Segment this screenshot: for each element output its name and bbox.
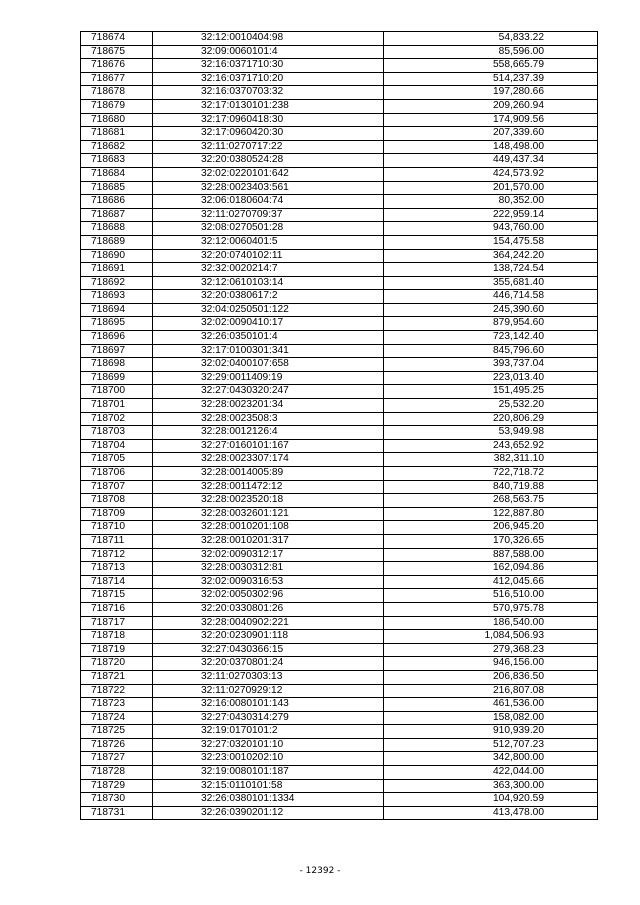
table-row [81, 630, 598, 644]
cell-cadastral-number: 32:11:0270717:22 [153, 140, 384, 154]
cell-cadastral-number: 32:16:0371710:30 [153, 59, 384, 73]
cell-cadastral-number: 32:20:0370801:24 [153, 657, 384, 671]
table-row [81, 684, 598, 698]
table-row [81, 317, 598, 331]
cell-id: 718723 [81, 698, 153, 712]
cell-amount: 186,540.00 [384, 616, 598, 630]
table-row [81, 738, 598, 752]
cell-amount: 413,478.00 [384, 806, 598, 820]
cell-cadastral-number: 32:20:0330801:26 [153, 602, 384, 616]
table-row [81, 303, 598, 317]
cell-amount: 382,311.10 [384, 453, 598, 467]
cell-amount: 279,368.23 [384, 643, 598, 657]
table-row [81, 698, 598, 712]
cell-cadastral-number: 32:08:0270501:28 [153, 222, 384, 236]
cell-id: 718717 [81, 616, 153, 630]
cell-cadastral-number: 32:17:0100301:341 [153, 344, 384, 358]
cell-amount: 514,237.39 [384, 72, 598, 86]
cell-amount: 206,836.50 [384, 670, 598, 684]
cell-id: 718724 [81, 711, 153, 725]
cell-amount: 412,045.66 [384, 575, 598, 589]
cell-cadastral-number: 32:28:0030312:81 [153, 562, 384, 576]
cell-cadastral-number: 32:12:0610103:14 [153, 276, 384, 290]
cell-cadastral-number: 32:28:0014005:89 [153, 467, 384, 481]
cell-cadastral-number: 32:02:0050302:96 [153, 589, 384, 603]
table-row [81, 670, 598, 684]
cell-cadastral-number: 32:28:0032601:121 [153, 507, 384, 521]
cell-id: 718685 [81, 181, 153, 195]
cell-id: 718704 [81, 439, 153, 453]
cell-cadastral-number: 32:27:0160101:167 [153, 439, 384, 453]
cell-id: 718719 [81, 643, 153, 657]
cell-amount: 887,588.00 [384, 548, 598, 562]
cell-amount: 197,280.66 [384, 86, 598, 100]
table-row [81, 195, 598, 209]
cell-id: 718708 [81, 494, 153, 508]
cell-id: 718728 [81, 766, 153, 780]
cell-id: 718686 [81, 195, 153, 209]
cell-amount: 355,681.40 [384, 276, 598, 290]
table-row [81, 467, 598, 481]
cell-amount: 201,570.00 [384, 181, 598, 195]
cell-amount: 840,719.88 [384, 480, 598, 494]
table-row [81, 562, 598, 576]
table-row [81, 290, 598, 304]
table-row [81, 507, 598, 521]
cell-id: 718680 [81, 113, 153, 127]
cell-amount: 216,807.08 [384, 684, 598, 698]
cell-cadastral-number: 32:27:0320101:10 [153, 738, 384, 752]
cell-cadastral-number: 32:28:0023201:34 [153, 399, 384, 413]
cell-amount: 363,300.00 [384, 779, 598, 793]
cell-id: 718689 [81, 235, 153, 249]
cell-cadastral-number: 32:11:0270709:37 [153, 208, 384, 222]
table-row [81, 766, 598, 780]
cell-cadastral-number: 32:12:0010404:98 [153, 32, 384, 46]
table-row [81, 602, 598, 616]
table-row [81, 72, 598, 86]
cell-cadastral-number: 32:20:0740102:11 [153, 249, 384, 263]
cell-cadastral-number: 32:20:0380617:2 [153, 290, 384, 304]
cell-id: 718700 [81, 385, 153, 399]
cell-amount: 449,437.34 [384, 154, 598, 168]
cell-id: 718706 [81, 467, 153, 481]
table-row [81, 548, 598, 562]
cell-amount: 946,156.00 [384, 657, 598, 671]
cell-id: 718720 [81, 657, 153, 671]
cell-amount: 364,242.20 [384, 249, 598, 263]
cell-amount: 154,475.58 [384, 235, 598, 249]
data-table [80, 31, 598, 820]
table-row [81, 589, 598, 603]
cell-id: 718697 [81, 344, 153, 358]
cell-id: 718681 [81, 127, 153, 141]
table-row [81, 779, 598, 793]
cell-cadastral-number: 32:28:0023508:3 [153, 412, 384, 426]
table-row [81, 263, 598, 277]
cell-cadastral-number: 32:06:0180604:74 [153, 195, 384, 209]
cell-amount: 151,495.25 [384, 385, 598, 399]
cell-id: 718710 [81, 521, 153, 535]
table-row [81, 344, 598, 358]
cell-id: 718695 [81, 317, 153, 331]
cell-id: 718726 [81, 738, 153, 752]
cell-id: 718675 [81, 45, 153, 59]
cell-id: 718687 [81, 208, 153, 222]
cell-amount: 512,707.23 [384, 738, 598, 752]
cell-id: 718707 [81, 480, 153, 494]
cell-amount: 446,714.58 [384, 290, 598, 304]
cell-cadastral-number: 32:28:0023520:18 [153, 494, 384, 508]
table-row [81, 534, 598, 548]
table-row [81, 235, 598, 249]
table-row [81, 412, 598, 426]
cell-amount: 461,536.00 [384, 698, 598, 712]
cell-id: 718684 [81, 167, 153, 181]
cell-id: 718731 [81, 806, 153, 820]
cell-amount: 209,260.94 [384, 99, 598, 113]
cell-amount: 422,044.00 [384, 766, 598, 780]
cell-id: 718729 [81, 779, 153, 793]
cell-amount: 25,532.20 [384, 399, 598, 413]
cell-cadastral-number: 32:16:0370703:32 [153, 86, 384, 100]
cell-amount: 122,887.80 [384, 507, 598, 521]
cell-amount: 845,796.60 [384, 344, 598, 358]
table-row [81, 521, 598, 535]
cell-amount: 245,390.60 [384, 303, 598, 317]
cell-cadastral-number: 32:19:0170101:2 [153, 725, 384, 739]
cell-cadastral-number: 32:27:0430314:279 [153, 711, 384, 725]
table-row [81, 249, 598, 263]
cell-id: 718676 [81, 59, 153, 73]
cell-cadastral-number: 32:32:0020214:7 [153, 263, 384, 277]
table-row [81, 439, 598, 453]
cell-id: 718694 [81, 303, 153, 317]
cell-id: 718698 [81, 358, 153, 372]
table-row [81, 657, 598, 671]
table-row [81, 32, 598, 46]
cell-id: 718699 [81, 371, 153, 385]
cell-cadastral-number: 32:15:0110101:58 [153, 779, 384, 793]
cell-amount: 910,939.20 [384, 725, 598, 739]
cell-cadastral-number: 32:11:0270303:13 [153, 670, 384, 684]
cell-id: 718701 [81, 399, 153, 413]
cell-id: 718705 [81, 453, 153, 467]
cell-cadastral-number: 32:26:0350101:4 [153, 331, 384, 345]
table-row [81, 399, 598, 413]
cell-id: 718674 [81, 32, 153, 46]
table-row [81, 127, 598, 141]
cell-amount: 943,760.00 [384, 222, 598, 236]
cell-amount: 222,959.14 [384, 208, 598, 222]
cell-id: 718702 [81, 412, 153, 426]
cell-amount: 722,718.72 [384, 467, 598, 481]
cell-id: 718690 [81, 249, 153, 263]
cell-id: 718682 [81, 140, 153, 154]
table-row [81, 793, 598, 807]
cell-cadastral-number: 32:26:0390201:12 [153, 806, 384, 820]
cell-amount: 148,498.00 [384, 140, 598, 154]
cell-amount: 342,800.00 [384, 752, 598, 766]
cell-cadastral-number: 32:27:0430366:15 [153, 643, 384, 657]
table-row [81, 480, 598, 494]
page-number: - 12392 - [299, 866, 341, 876]
cell-amount: 174,909.56 [384, 113, 598, 127]
cell-amount: 268,563.75 [384, 494, 598, 508]
cell-cadastral-number: 32:02:0090312:17 [153, 548, 384, 562]
table-row [81, 453, 598, 467]
cell-id: 718688 [81, 222, 153, 236]
cell-cadastral-number: 32:12:0060401:5 [153, 235, 384, 249]
table-row [81, 358, 598, 372]
cell-cadastral-number: 32:02:0400107:658 [153, 358, 384, 372]
table-row [81, 616, 598, 630]
table-row [81, 59, 598, 73]
cell-id: 718683 [81, 154, 153, 168]
table-body [81, 32, 598, 820]
table-row [81, 711, 598, 725]
cell-amount: 170,326.65 [384, 534, 598, 548]
cell-amount: 162,094.86 [384, 562, 598, 576]
cell-cadastral-number: 32:16:0371710:20 [153, 72, 384, 86]
table-row [81, 113, 598, 127]
cell-cadastral-number: 32:16:0080101:143 [153, 698, 384, 712]
cell-cadastral-number: 32:27:0430320:247 [153, 385, 384, 399]
cell-cadastral-number: 32:28:0012126:4 [153, 426, 384, 440]
table-row [81, 371, 598, 385]
cell-id: 718693 [81, 290, 153, 304]
cell-id: 718727 [81, 752, 153, 766]
table-row [81, 99, 598, 113]
table-row [81, 643, 598, 657]
cell-cadastral-number: 32:02:0090410:17 [153, 317, 384, 331]
cell-cadastral-number: 32:17:0960420:30 [153, 127, 384, 141]
cell-amount: 570,975.78 [384, 602, 598, 616]
cell-amount: 53,949.98 [384, 426, 598, 440]
cell-id: 718730 [81, 793, 153, 807]
cell-cadastral-number: 32:20:0230901:118 [153, 630, 384, 644]
cell-amount: 424,573.92 [384, 167, 598, 181]
cell-cadastral-number: 32:02:0220101:642 [153, 167, 384, 181]
cell-id: 718716 [81, 602, 153, 616]
cell-cadastral-number: 32:04:0250501:122 [153, 303, 384, 317]
table-row [81, 167, 598, 181]
cell-cadastral-number: 32:09:0060101:4 [153, 45, 384, 59]
cell-id: 718692 [81, 276, 153, 290]
table-row [81, 426, 598, 440]
cell-cadastral-number: 32:17:0960418:30 [153, 113, 384, 127]
cell-cadastral-number: 32:26:0380101:1334 [153, 793, 384, 807]
cell-amount: 80,352.00 [384, 195, 598, 209]
table-row [81, 725, 598, 739]
cell-id: 718677 [81, 72, 153, 86]
cell-cadastral-number: 32:17:0130101:238 [153, 99, 384, 113]
cell-id: 718725 [81, 725, 153, 739]
cell-cadastral-number: 32:29:0011409:19 [153, 371, 384, 385]
table-row [81, 331, 598, 345]
table-row [81, 494, 598, 508]
cell-amount: 243,652.92 [384, 439, 598, 453]
cell-id: 718691 [81, 263, 153, 277]
cell-id: 718679 [81, 99, 153, 113]
cell-id: 718718 [81, 630, 153, 644]
cell-amount: 558,665.79 [384, 59, 598, 73]
cell-cadastral-number: 32:28:0010201:108 [153, 521, 384, 535]
table-row [81, 86, 598, 100]
cell-id: 718715 [81, 589, 153, 603]
cell-cadastral-number: 32:11:0270929:12 [153, 684, 384, 698]
table-row [81, 154, 598, 168]
cell-amount: 85,596.00 [384, 45, 598, 59]
table-row [81, 276, 598, 290]
cell-id: 718722 [81, 684, 153, 698]
table-row [81, 575, 598, 589]
cell-amount: 104,920.59 [384, 793, 598, 807]
table-row [81, 208, 598, 222]
cell-id: 718714 [81, 575, 153, 589]
cell-amount: 393,737.04 [384, 358, 598, 372]
cell-cadastral-number: 32:28:0040902:221 [153, 616, 384, 630]
cell-id: 718713 [81, 562, 153, 576]
cell-id: 718721 [81, 670, 153, 684]
cell-id: 718711 [81, 534, 153, 548]
cell-amount: 138,724.54 [384, 263, 598, 277]
cell-id: 718678 [81, 86, 153, 100]
cell-cadastral-number: 32:19:0080101:187 [153, 766, 384, 780]
table-row [81, 752, 598, 766]
table-row [81, 140, 598, 154]
cell-amount: 1,084,506.93 [384, 630, 598, 644]
table-row [81, 385, 598, 399]
cell-amount: 207,339.60 [384, 127, 598, 141]
cell-amount: 158,082.00 [384, 711, 598, 725]
cell-cadastral-number: 32:28:0011472:12 [153, 480, 384, 494]
cell-id: 718709 [81, 507, 153, 521]
cell-amount: 206,945.20 [384, 521, 598, 535]
table-row [81, 181, 598, 195]
cell-id: 718696 [81, 331, 153, 345]
cell-id: 718703 [81, 426, 153, 440]
cell-amount: 879,954.60 [384, 317, 598, 331]
table-row [81, 45, 598, 59]
cell-id: 718712 [81, 548, 153, 562]
cell-cadastral-number: 32:28:0023307:174 [153, 453, 384, 467]
cell-cadastral-number: 32:02:0090316:53 [153, 575, 384, 589]
cell-amount: 723,142.40 [384, 331, 598, 345]
cell-amount: 516,510.00 [384, 589, 598, 603]
table-row [81, 222, 598, 236]
cell-cadastral-number: 32:20:0380524:28 [153, 154, 384, 168]
table-row [81, 806, 598, 820]
cell-amount: 220,806.29 [384, 412, 598, 426]
cell-amount: 223,013.40 [384, 371, 598, 385]
cell-cadastral-number: 32:28:0010201:317 [153, 534, 384, 548]
cell-cadastral-number: 32:23:0010202:10 [153, 752, 384, 766]
cell-cadastral-number: 32:28:0023403:561 [153, 181, 384, 195]
cell-amount: 54,833.22 [384, 32, 598, 46]
